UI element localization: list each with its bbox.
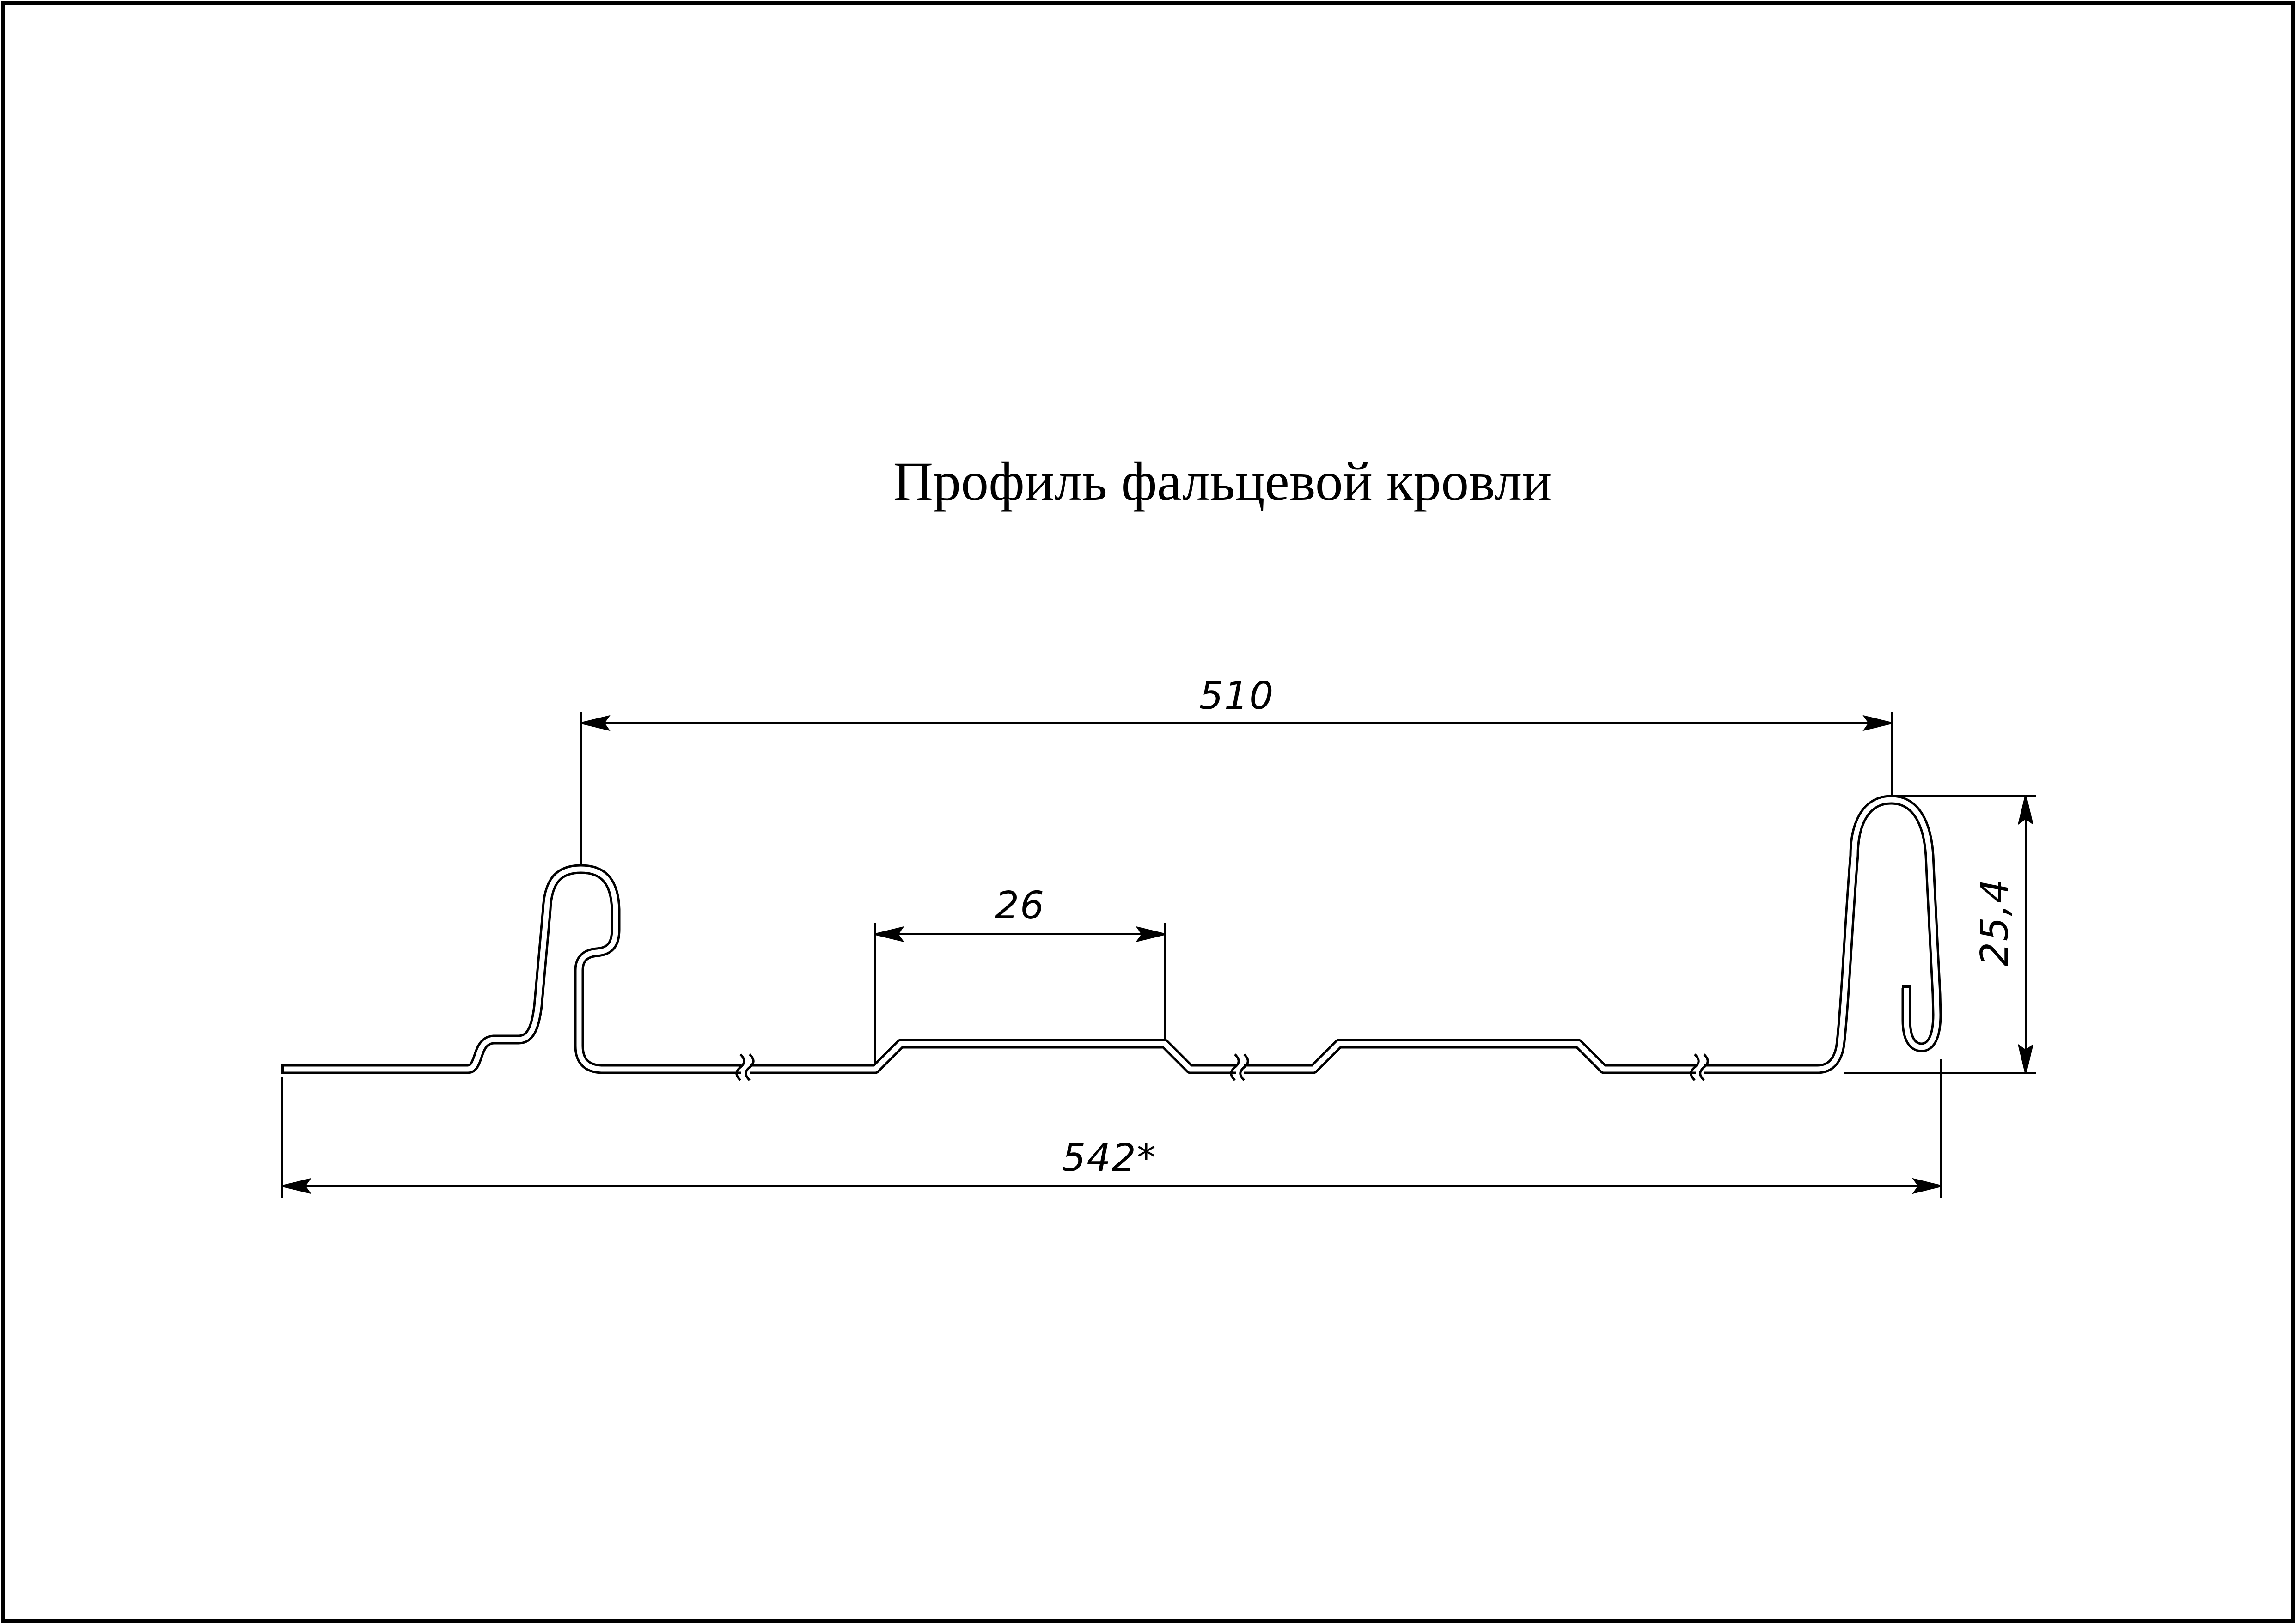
drawing-title: Профиль фальцевой кровли: [893, 450, 1552, 512]
dimension-label-542: 542*: [1062, 1136, 1157, 1180]
dimension-label-510: 510: [1199, 674, 1275, 718]
dimension-label-26: 26: [995, 884, 1045, 928]
dimension-label-25-4: 25,4: [1973, 878, 2017, 967]
